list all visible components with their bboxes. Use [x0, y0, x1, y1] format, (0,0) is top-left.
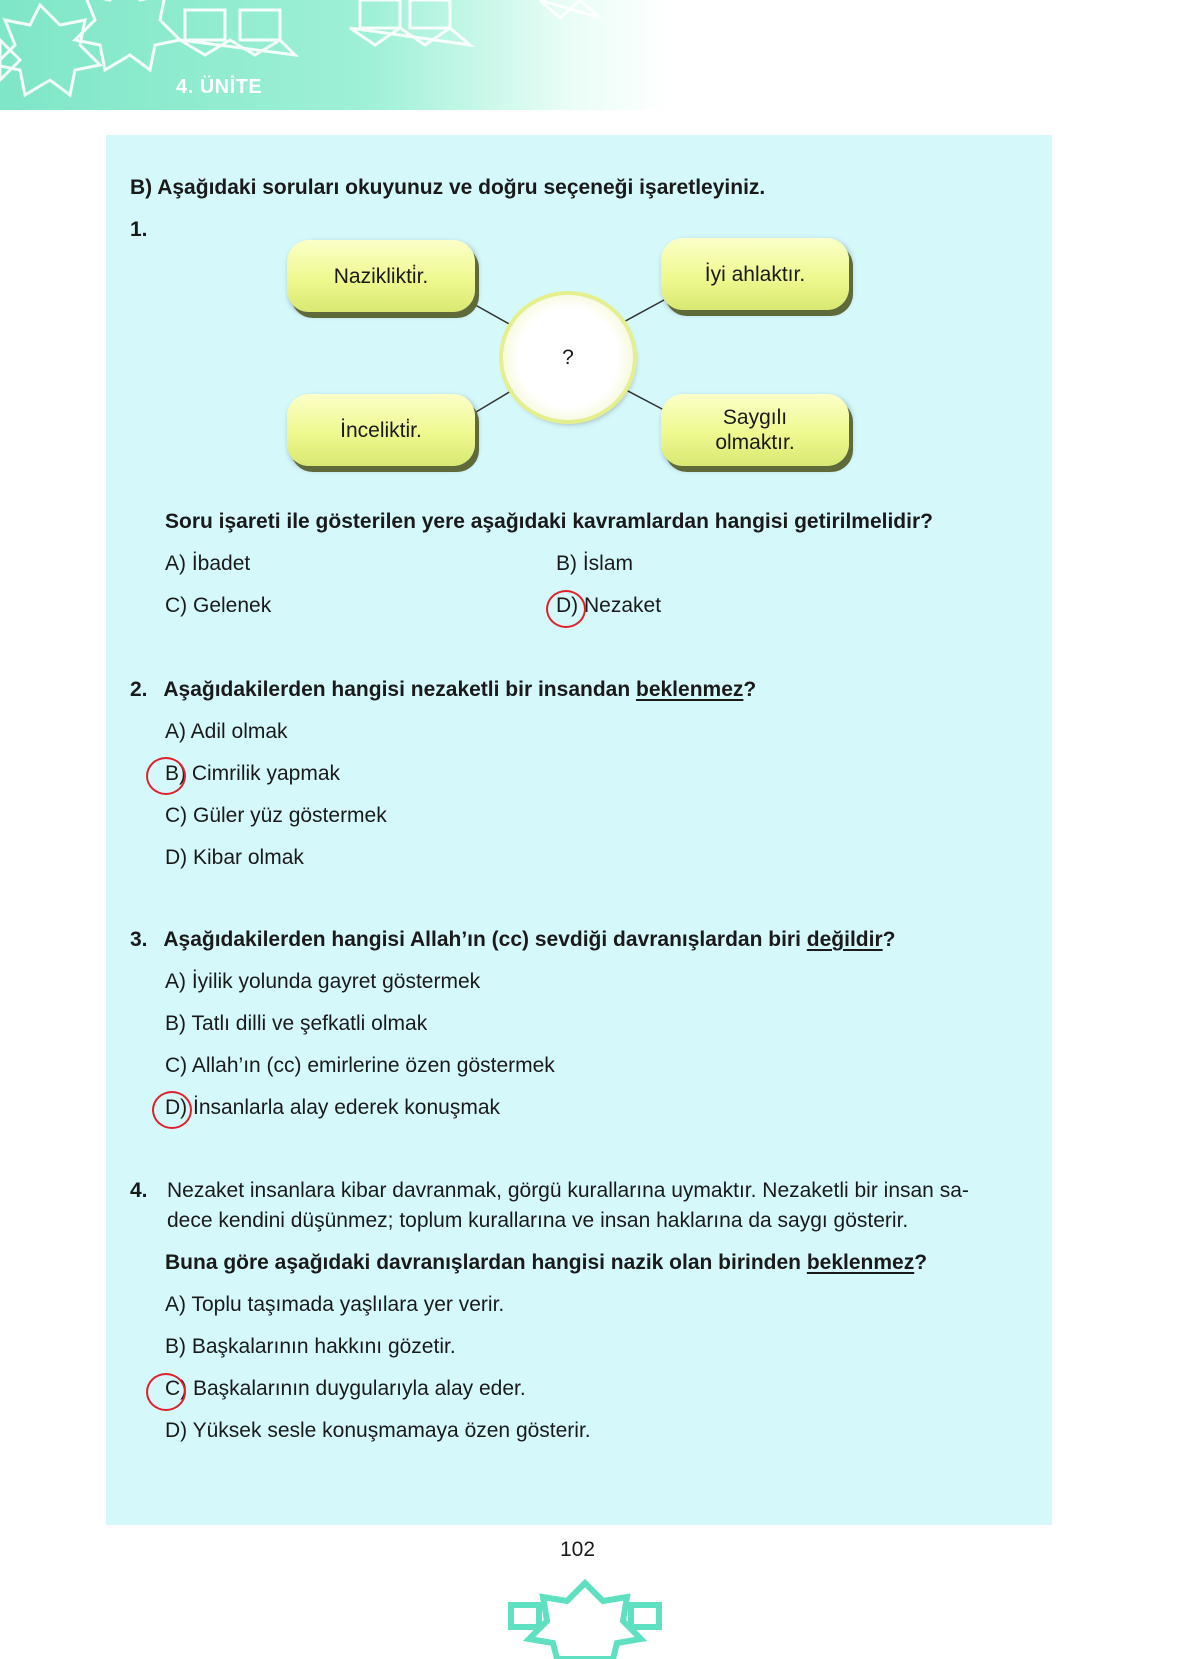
q2-question-emphasis: beklenmez	[636, 678, 744, 701]
diagram-center-circle	[503, 295, 633, 420]
q3-question-emphasis: değildir	[806, 928, 883, 951]
q3-option-a[interactable]: A) İyilik yolunda gayret göstermek	[165, 970, 481, 993]
q1-option-a[interactable]: A) İbadet	[165, 552, 251, 575]
q2-question	[130, 676, 756, 704]
q3-option-b[interactable]: B) Tatlı dilli ve şefkatli olmak	[165, 1012, 428, 1035]
q1-question: Soru işareti ile gösterilen yere aşağıdaki kavramlardan hangisi getirilmelidir?	[165, 510, 933, 533]
unit-label: 4. ÜNİTE	[176, 76, 263, 98]
diagram-center-label: ?	[562, 345, 574, 369]
q4-question-text: Buna göre aşağıdaki davranışlardan hangisi nazik olan birinden	[165, 1251, 807, 1274]
q2-option-a[interactable]: A) Adil olmak	[165, 720, 288, 743]
q4-option-a[interactable]: A) Toplu taşımada yaşlılara yer verir.	[165, 1293, 505, 1316]
footer-ornament-icon	[505, 1575, 665, 1659]
diagram-box-bottom-right	[661, 394, 849, 466]
q4-question-end: ?	[914, 1251, 928, 1274]
q4-option-b[interactable]: B) Başkalarının hakkını gözetir.	[165, 1335, 456, 1358]
diagram-connectors	[0, 0, 1187, 500]
q4-option-c[interactable]: C) Başkalarının duygularıyla alay eder.	[165, 1377, 526, 1400]
q3-question-text: Aşağıdakilerden hangisi Allah’ın (cc) sevdiği davranışlardan biri	[163, 928, 807, 951]
q4-text-line2: dece kendini düşünmez; toplum kurallarına ve insan haklarına da saygı gösterir.	[167, 1209, 909, 1232]
q2-number: 2.	[130, 678, 148, 701]
answer-mark-circle	[546, 590, 586, 628]
diagram-box-bottom-left	[287, 394, 475, 466]
q3-question-end: ?	[882, 928, 896, 951]
answer-mark-circle	[146, 1373, 186, 1411]
q3-option-c[interactable]: C) Allah’ın (cc) emirlerine özen göstermek	[165, 1054, 555, 1077]
diagram-box-top-left	[287, 240, 475, 312]
q3-question	[130, 926, 895, 954]
q4-question	[165, 1249, 927, 1277]
q1-option-c[interactable]: C) Gelenek	[165, 594, 272, 617]
diagram-box-top-right-label: İyi ahlaktır.	[704, 262, 806, 286]
q1-number: 1.	[130, 218, 148, 241]
q3-option-d[interactable]: D) İnsanlarla alay ederek konuşmak	[165, 1096, 500, 1119]
q2-question-end: ?	[743, 678, 757, 701]
diagram-box-bottom-right-line1: Saygılı	[722, 406, 788, 429]
q4-text-line1: Nezaket insanlara kibar davranmak, görgü kurallarına uymaktır. Nezaketli bir insan sa-	[167, 1179, 969, 1202]
q4-option-d[interactable]: D) Yüksek sesle konuşmamaya özen gösterir.	[165, 1419, 591, 1442]
q2-option-c[interactable]: C) Güler yüz göstermek	[165, 804, 387, 827]
q2-question-text: Aşağıdakilerden hangisi nezaketli bir insandan	[163, 678, 636, 701]
q3-number: 3.	[130, 928, 148, 951]
q2-option-b[interactable]: B) Cimrilik yapmak	[165, 762, 341, 785]
diagram-box-bottom-right-line2: olmaktır.	[715, 431, 795, 454]
q4-number: 4.	[130, 1179, 148, 1202]
q1-option-d[interactable]: D) Nezaket	[556, 594, 662, 617]
q2-option-d[interactable]: D) Kibar olmak	[165, 846, 304, 869]
page-number: 102	[560, 1538, 596, 1561]
q1-option-b[interactable]: B) İslam	[556, 552, 634, 575]
section-title: B) Aşağıdaki soruları okuyunuz ve doğru seçeneği işaretleyiniz.	[130, 176, 766, 199]
answer-mark-circle	[146, 757, 186, 795]
q4-question-emphasis: beklenmez	[806, 1251, 915, 1274]
diagram-box-top-right	[661, 238, 849, 310]
diagram-box-bottom-left-label: İncelikti̇r.	[340, 418, 422, 442]
answer-mark-circle	[152, 1091, 192, 1129]
diagram-box-top-left-label: Naziklikti̇r.	[333, 264, 429, 288]
